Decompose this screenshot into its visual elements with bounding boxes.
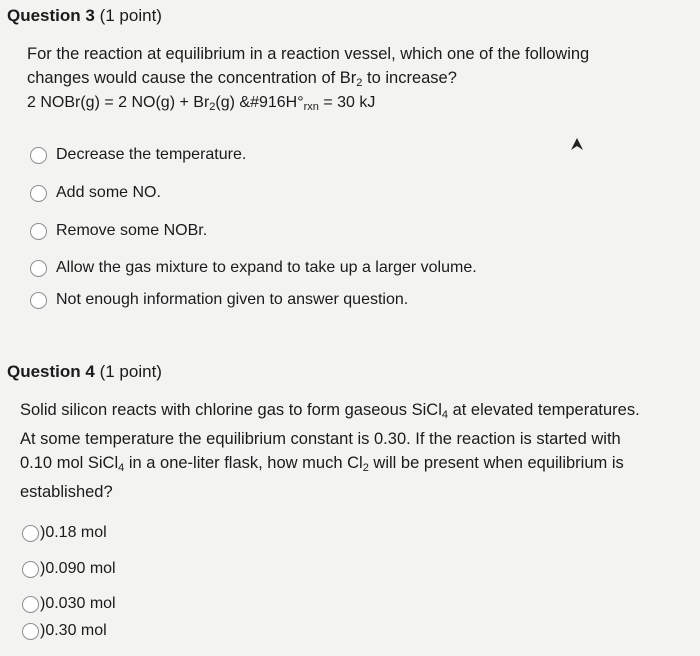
answer-option[interactable] <box>22 560 116 578</box>
answer-option[interactable] <box>30 146 246 164</box>
option-paren: ) <box>40 560 46 577</box>
reaction-equation: 2 NOBr(g) = 2 $NO(g) + Br_2(g)$ $\&\#916H^\circ_{rxn} = 30$ kJ <box>27 94 376 113</box>
option-label: Allow the gas mixture to expand to take up a larger volume. <box>56 259 477 276</box>
question-4-header <box>7 362 162 382</box>
question-text-line: changes would cause the concentration of $Br_2$ to increase? <box>27 69 457 89</box>
radio-button[interactable] <box>30 260 47 277</box>
answer-option[interactable] <box>22 622 107 640</box>
question-text-line: Solid silicon reacts with chlorine gas to form gaseous SiCl$_4$ at elevated temperatures. <box>20 401 640 421</box>
option-label: 0.090 mol <box>45 560 116 577</box>
radio-button[interactable] <box>22 623 39 640</box>
question-title: Question 4 <box>7 362 95 381</box>
radio-button[interactable] <box>30 223 47 240</box>
question-3-text <box>27 42 589 95</box>
answer-option[interactable] <box>22 595 116 613</box>
option-paren: ) <box>40 595 46 612</box>
question-text-line: For the reaction at equilibrium in a reaction vessel, which one of the following <box>27 45 590 63</box>
option-label: 0.18 mol <box>45 524 107 541</box>
option-label: 0.30 mol <box>45 622 107 639</box>
option-label: Decrease the temperature. <box>56 146 247 163</box>
question-text-line: established? <box>20 483 113 501</box>
arrow-cursor-icon <box>570 137 584 151</box>
answer-option[interactable] <box>22 524 107 542</box>
question-points: (1 point) <box>99 6 162 25</box>
answer-option[interactable] <box>30 222 207 240</box>
option-label: Not enough information given to answer question. <box>56 291 409 308</box>
radio-button[interactable] <box>22 561 39 578</box>
question-text-line: At some temperature the equilibrium constant is 0.30. If the reaction is started with <box>20 430 621 448</box>
option-label: Add some NO. <box>56 184 161 201</box>
answer-option[interactable] <box>30 184 161 202</box>
question-3-header <box>7 6 162 26</box>
radio-button[interactable] <box>22 596 39 613</box>
question-4-text <box>20 398 640 504</box>
option-paren: ) <box>40 524 46 541</box>
option-label: Remove some NOBr. <box>56 222 208 239</box>
radio-button[interactable] <box>22 525 39 542</box>
option-paren: ) <box>40 622 46 639</box>
radio-button[interactable] <box>30 185 47 202</box>
answer-option[interactable] <box>30 291 408 309</box>
answer-option[interactable] <box>30 259 477 277</box>
question-text-line: 0.10 mol SiCl$_4$ in a one-liter flask, how much $Cl_2$ will be present when equilibrium is <box>20 454 624 474</box>
question-title: Question 3 <box>7 6 95 25</box>
radio-button[interactable] <box>30 147 47 164</box>
option-label: 0.030 mol <box>45 595 116 612</box>
radio-button[interactable] <box>30 292 47 309</box>
question-points: (1 point) <box>99 362 162 381</box>
